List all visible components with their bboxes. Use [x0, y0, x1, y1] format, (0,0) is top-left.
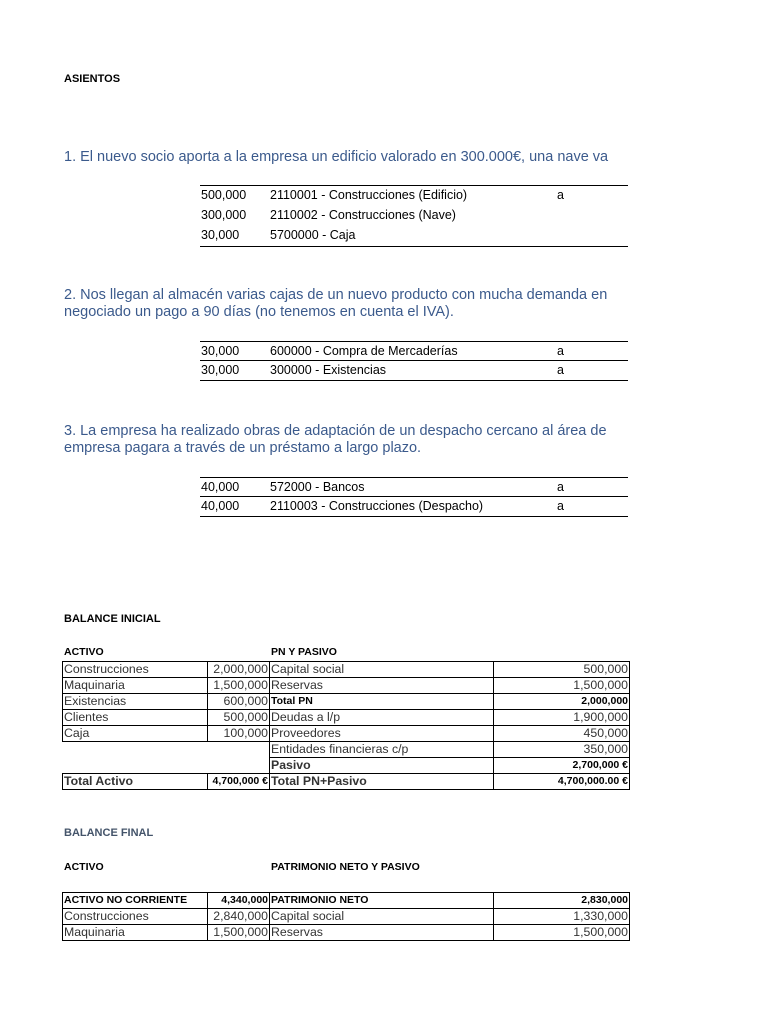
entry-row [200, 497, 628, 516]
cell-pasivo-label: Reservas [270, 678, 494, 694]
entry-amount: 300,000 [201, 208, 247, 222]
table-row-head [63, 893, 630, 909]
cell-activo-value: 2,000,000 [208, 662, 270, 678]
cell-pasivo-label: Capital social [270, 662, 494, 678]
entry-2-table [200, 341, 628, 381]
cell-activo-label: Maquinaria [63, 925, 208, 941]
entry-amount: 40,000 [201, 480, 240, 494]
entry-row [200, 342, 628, 361]
table-row [63, 726, 630, 742]
table-row [63, 694, 630, 710]
cell-pasivo-value: 2,830,000 [494, 893, 630, 909]
entry-a: a [557, 188, 564, 202]
entry-2-line-1: 2. Nos llegan al almacén varias cajas de un nuevo producto con mucha demanda en [64, 287, 608, 303]
entry-amount: 30,000 [201, 363, 240, 377]
cell-pasivo-label: Pasivo [270, 758, 494, 774]
entry-3-description [64, 423, 607, 457]
cell-pasivo-value: 450,000 [494, 726, 630, 742]
cell-activo-label: Construcciones [63, 662, 208, 678]
balance-inicial-pasivo-header: PN Y PASIVO [271, 646, 337, 658]
total-activo-label: Total Activo [63, 774, 208, 790]
cell-activo-label: Caja [63, 726, 208, 742]
cell-pasivo-label: PATRIMONIO NETO [270, 893, 494, 909]
entry-a: a [557, 363, 564, 377]
cell-activo-value: 2,840,000 [208, 909, 270, 925]
cell-pasivo-value: 1,500,000 [494, 678, 630, 694]
entry-a: a [557, 499, 564, 513]
balance-inicial-title: BALANCE INICIAL [64, 613, 161, 625]
entry-account: 2110003 - Construcciones (Despacho) [270, 499, 484, 513]
cell-activo-label [63, 742, 208, 758]
entry-3-line-1: 3. La empresa ha realizado obras de adaptación de un despacho cercano al área de [64, 423, 607, 439]
cell-pasivo-label: Reservas [270, 925, 494, 941]
cell-activo-value: 500,000 [208, 710, 270, 726]
entry-1-line-1: 1. El nuevo socio aporta a la empresa un edificio valorado en 300.000€, una nave va [64, 149, 609, 165]
cell-activo-label: Maquinaria [63, 678, 208, 694]
cell-activo-value: 1,500,000 [208, 925, 270, 941]
entry-row [200, 361, 628, 380]
balance-inicial-activo-header: ACTIVO [64, 646, 104, 658]
total-pasivo-label: Total PN+Pasivo [270, 774, 494, 790]
cell-activo-value: 4,340,000 [208, 893, 270, 909]
balance-final-activo-header: ACTIVO [64, 861, 104, 873]
entry-3-line-2: empresa pagara a través de un préstamo a largo plazo. [64, 440, 422, 456]
entry-amount: 30,000 [201, 228, 240, 242]
entry-account: 2110001 - Construcciones (Edificio) [270, 188, 468, 202]
entry-1-description [64, 149, 608, 166]
balance-final-pasivo-header: PATRIMONIO NETO Y PASIVO [271, 861, 420, 873]
cell-activo-label: Construcciones [63, 909, 208, 925]
cell-activo-value: 600,000 [208, 694, 270, 710]
entry-2-description [64, 287, 607, 321]
cell-pasivo-label: Capital social [270, 909, 494, 925]
cell-pasivo-label: Proveedores [270, 726, 494, 742]
cell-pasivo-value: 500,000 [494, 662, 630, 678]
entry-account: 572000 - Bancos [270, 480, 365, 494]
table-row [63, 742, 630, 758]
entry-row [200, 226, 628, 246]
cell-activo-label: Clientes [63, 710, 208, 726]
cell-pasivo-label: Deudas a l/p [270, 710, 494, 726]
cell-pasivo-value: 1,330,000 [494, 909, 630, 925]
table-row [63, 678, 630, 694]
entry-account: 2110002 - Construcciones (Nave) [270, 208, 456, 222]
entry-row [200, 478, 628, 497]
entry-amount: 30,000 [201, 344, 240, 358]
cell-activo-value [208, 758, 270, 774]
entry-account: 5700000 - Caja [270, 228, 356, 242]
balance-final-title: BALANCE FINAL [64, 827, 154, 839]
cell-activo-label: ACTIVO NO CORRIENTE [63, 893, 208, 909]
cell-pasivo-value: 1,900,000 [494, 710, 630, 726]
entry-a: a [557, 344, 564, 358]
cell-activo-label [63, 758, 208, 774]
cell-activo-value: 100,000 [208, 726, 270, 742]
entry-row [200, 206, 628, 226]
balance-inicial-table [62, 661, 630, 790]
cell-pasivo-value: 2,700,000 € [494, 758, 630, 774]
cell-pasivo-label: Entidades financieras c/p [270, 742, 494, 758]
entry-amount: 500,000 [201, 188, 247, 202]
cell-pasivo-value: 2,000,000 [494, 694, 630, 710]
table-row [63, 909, 630, 925]
table-row [63, 925, 630, 941]
balance-final-table [62, 892, 630, 941]
entry-1-table [200, 185, 628, 247]
total-activo-value: 4,700,000 € [208, 774, 270, 790]
entry-row [200, 186, 628, 206]
entry-a: a [557, 480, 564, 494]
entry-3-table [200, 477, 628, 517]
table-row [63, 662, 630, 678]
table-row [63, 758, 630, 774]
cell-activo-value: 1,500,000 [208, 678, 270, 694]
entry-2-line-2: negociado un pago a 90 días (no tenemos en cuenta el IVA). [64, 304, 454, 320]
entry-amount: 40,000 [201, 499, 240, 513]
table-row-total [63, 774, 630, 790]
cell-pasivo-value: 1,500,000 [494, 925, 630, 941]
cell-activo-label: Existencias [63, 694, 208, 710]
entry-account: 300000 - Existencias [270, 363, 387, 377]
table-row [63, 710, 630, 726]
total-pasivo-value: 4,700,000.00 € [494, 774, 630, 790]
cell-pasivo-value: 350,000 [494, 742, 630, 758]
entry-account: 600000 - Compra de Mercaderías [270, 344, 458, 358]
cell-pasivo-label: Total PN [270, 694, 494, 710]
cell-activo-value [208, 742, 270, 758]
asientos-title: ASIENTOS [64, 73, 121, 85]
